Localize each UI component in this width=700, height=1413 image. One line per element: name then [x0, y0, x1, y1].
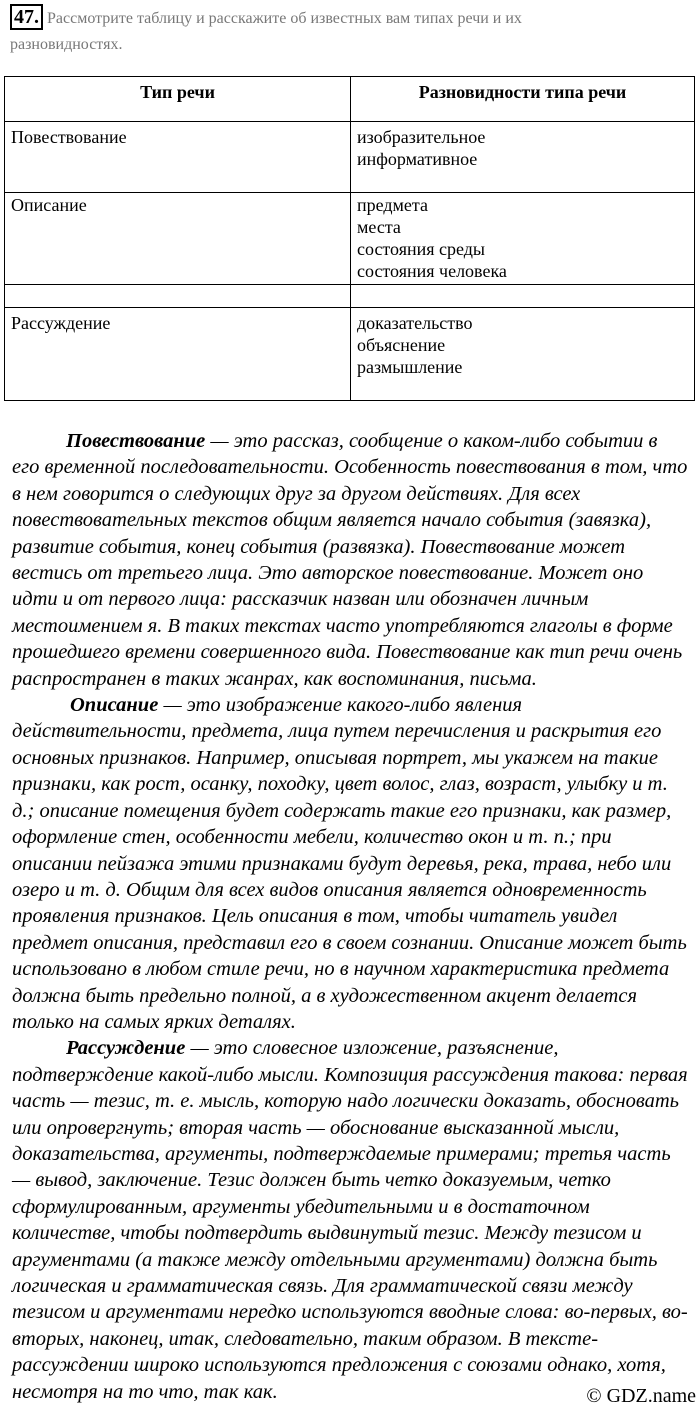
paragraph-line: повествовательных текстов общим является начало события (завязка),	[12, 509, 652, 532]
header-speech-kinds: Разновидности типа речи	[351, 77, 695, 122]
paragraph-line: признаки, как рост, осанку, походку, цвет волос, глаз, возраст, улыбку и т.	[12, 773, 668, 796]
cell-kinds	[351, 122, 695, 193]
table-row	[5, 308, 695, 401]
term-definition: — это рассказ, сообщение о каком-либо событии в	[205, 430, 658, 452]
paragraph-3	[12, 1035, 700, 1405]
paragraph-line: рассуждении широко используются предложения с союзами однако, хотя,	[12, 1354, 666, 1377]
paragraph-line: тезисом и аргументами нередко используются вводные слова: во-первых, во-	[12, 1301, 688, 1324]
paragraph-line: развитие события, конец события (развязка). Повествование может	[12, 535, 626, 558]
paragraph-line	[12, 692, 522, 718]
cell-type: Описание	[5, 193, 351, 285]
term: Рассуждение	[66, 1037, 186, 1060]
paragraph-line: — вывод, заключение. Тезис должен быть четко доказуемым, четко	[12, 1169, 611, 1192]
paragraph-line: аргументами (а также между отдельными аргументами) должна быть	[12, 1248, 658, 1271]
task-text-line2: разновидностях.	[10, 36, 123, 53]
paragraph-line: количестве, чтобы подтвердить выдвинутый тезис. Между тезисом и	[12, 1222, 642, 1245]
paragraph-line: озеро и т. д. Общим для всех видов описания является одновременность	[12, 878, 647, 901]
paragraph-line: логическая и грамматическая связь. Для грамматической связи между	[12, 1275, 633, 1297]
paragraph-line: местоимением я. В таких текстах часто употребляются глаголы в форме	[12, 614, 673, 637]
paragraph-line: его временной последовательности. Особенность повествования в том, что	[12, 456, 688, 479]
term: Повествование	[66, 430, 206, 452]
kind-item: объяснение	[357, 335, 446, 355]
paragraph-line: проявления признаков. Цель описания в том, чтобы читатель увидел	[12, 905, 618, 928]
paragraph-line: прошедшего времени совершенного вида. Повествование как тип речи очень	[12, 641, 683, 664]
paragraph-line: или опровергнуть; вторая часть — обоснование высказанной мысли,	[12, 1116, 620, 1139]
paragraph-line: вестись от третьего лица. Это авторское повествование. Может оно	[12, 562, 644, 585]
kind-item: информативное	[357, 149, 478, 169]
kind-item: доказательство	[357, 313, 473, 333]
term-definition: — это изображение какого-либо явления	[158, 694, 523, 717]
paragraph-line: должна быть предельно полной, а в художественном акцент делается	[12, 984, 637, 1007]
cell-empty	[351, 285, 695, 308]
paragraph-line: подтверждение какой-либо мысли. Композиция рассуждения такова: первая	[12, 1063, 688, 1086]
paragraph-line: только на самых ярких деталях.	[12, 1010, 296, 1033]
kind-item: изобразительное	[357, 127, 486, 147]
speech-types-table	[4, 76, 695, 401]
kind-item: состояния среды	[357, 239, 486, 259]
paragraph-line: распространен в таких жанрах, как воспоминания, письма.	[12, 667, 537, 690]
table-row	[5, 193, 695, 285]
paragraph-line: использовано в любом стиле речи, но в научном характеристика предмета	[12, 958, 670, 981]
task-number: 47.	[10, 4, 43, 30]
task-text-line1: Рассмотрите таблицу и расскажите об известных вам типах речи и их	[47, 10, 522, 27]
paragraph-2	[12, 692, 700, 1035]
paragraph-line: вторых, наконец, итак, следовательно, таким образом. В тексте-	[12, 1327, 599, 1350]
paragraph-line: несмотря на то что, так как.	[12, 1380, 278, 1403]
paragraph-line: часть — тезис, т. е. мысль, которую надо логически доказать, обосновать	[12, 1090, 680, 1113]
cell-type: Повествование	[5, 122, 351, 193]
paragraph-1	[12, 428, 700, 692]
table-header-row	[5, 77, 695, 122]
task-statement	[10, 4, 690, 53]
paragraph-line: действительности, предмета, лица путем перечисления и раскрытия его	[12, 720, 662, 743]
kind-item: размышление	[357, 357, 463, 377]
paragraph-line: идти и от первого лица: рассказчик назван или обозначен личным	[12, 588, 589, 611]
table-row	[5, 122, 695, 193]
paragraph-line: доказательства, аргументы, подтверждаемые примерами; третья часть	[12, 1142, 671, 1165]
paragraph-line: основных признаков. Например, описывая портрет, мы укажем на такие	[12, 746, 659, 769]
table-row-empty	[5, 285, 695, 308]
watermark: © GDZ.name	[586, 1385, 696, 1407]
paragraph-line: д.; описание помещения будет содержать такие его признаки, как размер,	[12, 799, 672, 822]
paragraph-line: предмет описания, представил его в своем сознании. Описание может быть	[12, 931, 687, 954]
paragraph-line: в нем говорится о следующих друг за другом действиях. Для всех	[12, 482, 581, 505]
term: Описание	[70, 694, 159, 717]
paragraph-line	[12, 1035, 559, 1061]
header-speech-type: Тип речи	[5, 77, 351, 122]
kind-item: места	[357, 217, 401, 237]
cell-empty	[5, 285, 351, 308]
paragraph-line: сформулированным, аргументы убедительными и в достаточном	[12, 1195, 590, 1218]
cell-type: Рассуждение	[5, 308, 351, 401]
paragraph-line	[12, 428, 657, 454]
paragraph-line: оформление стен, особенности мебели, количество окон и т. п.; при	[12, 826, 612, 849]
cell-kinds	[351, 308, 695, 401]
paragraph-line: описании пейзажа этими признаками будут деревья, река, трава, небо или	[12, 852, 672, 875]
cell-kinds	[351, 193, 695, 285]
term-definition: — это словесное изложение, разъяснение,	[185, 1037, 559, 1060]
body-text	[12, 428, 700, 1405]
kind-item: состояния человека	[357, 261, 507, 281]
kind-item: предмета	[357, 195, 428, 215]
